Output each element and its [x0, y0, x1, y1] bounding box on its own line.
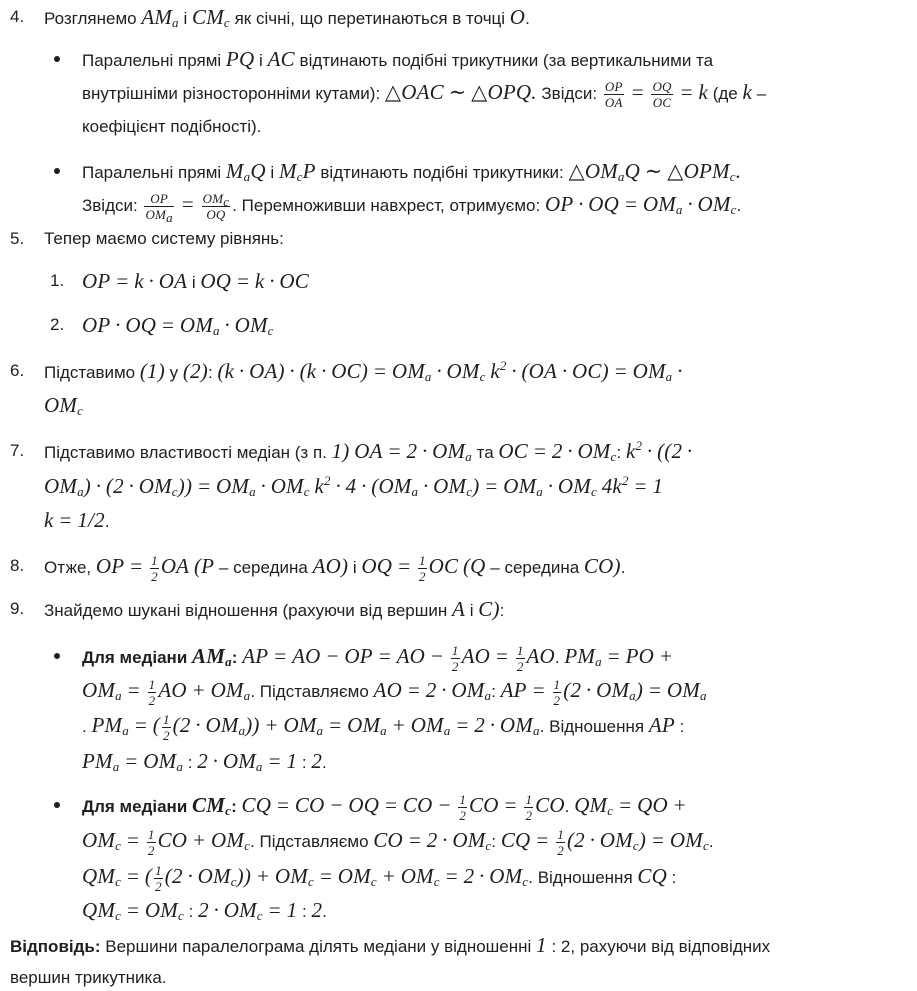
item5-text: Тепер маємо систему рівнянь: [44, 229, 284, 248]
item4-bullet2-line1: Паралельні прямі $M_aQ$ і $M_cP$ відтинають подібні трикутники: $\triangle OM_aQ$ ∼ $\triangle OPM_c$. [82, 159, 742, 184]
system-eq1-number: 1. [50, 271, 65, 290]
item6-number: 6. [10, 361, 25, 380]
item5-number: 5. [10, 229, 25, 248]
median-a-line4: $PM_a = OM_a$ : $2 \cdot OM_a = 1$ : 2. [82, 749, 327, 774]
item4-intro: Розглянемо $AM_a$ і $CM_c$ як січні, що перетинаються в точці O. [44, 5, 530, 30]
bullet-dot [54, 56, 60, 62]
item7-line3: k = 1/2. [44, 508, 110, 532]
item7-line1: Підставимо властивості медіан (з п. 1) OA = $2 \cdot OM_a$ та OC = $2 \cdot OM_c$: $k^2 \cdot ((2$ · [44, 438, 693, 464]
system-eq1: OP = k · OA і OQ = k · OC [82, 269, 309, 293]
item6-line2: $OM_c$ [44, 393, 84, 418]
item4-bullet1-line3: коефіцієнт подібності). [82, 117, 262, 136]
item4-number: 4. [10, 7, 25, 26]
answer-line1: Відповідь: Вершини паралелограма ділять медіани у відношенні 1 : 2, рахуючи від відповідних [10, 933, 771, 957]
item8-line1: Отже, OP = $\frac{1}{2}$ OA (P – середина AO) і OQ = $\frac{1}{2}$ OC (Q – середина CO). [44, 552, 626, 584]
median-a-line1: Для медіани $AM_a$: AP = AO − OP = AO − $\frac{1}{2}$ AO = $\frac{1}{2}$ AO. $PM_a$ = PO + [82, 642, 674, 674]
median-c-line1: Для медіани $CM_c$: CQ = CO − OQ = CO − $\frac{1}{2}$ CO = $\frac{1}{2}$ CO. $QM_c$ = QO + [82, 791, 687, 823]
item4-bullet1-line1: Паралельні прямі PQ і AC відтинають подібні трикутники (за вертикальними та [82, 47, 714, 71]
bullet-dot [54, 168, 60, 174]
answer-line2: вершин трикутника. [10, 968, 167, 987]
item4-bullet1-line2: внутрішніми різносторонніми кутами): △OAC ∼ △OPQ. Звідси: $\frac{OP}{OA}$ = $\frac{OQ}{OC}$ = k (де k – [82, 78, 767, 110]
median-a-line2: $OM_a$ = $\frac{1}{2}$ AO + $OM_a$. Підставляємо AO = $2 \cdot OM_a$: AP = $\frac{1}{2}$ $(2 \cdot OM_a) = OM_a$ [82, 676, 707, 708]
median-a-line3: . $PM_a$ = ( $\frac{1}{2}$ $(2 \cdot OM_a)) + OM_a = OM_a + OM_a = 2 \cdot OM_a$. Відношення AP : [82, 711, 685, 743]
item7-number: 7. [10, 441, 25, 460]
bullet-dot [54, 802, 60, 808]
item9-line1: Знайдемо шукані відношення (рахуючи від вершин A і C): [44, 597, 505, 621]
item4-bullet2-line2: Звідси: $\frac{OP}{OM_a}$ = $\frac{OM_c}{OQ}$ . Перемноживши навхрест, отримуємо: OP · OQ = $OM_a \cdot OM_c$. [82, 190, 742, 225]
median-c-line3: $QM_c$ = ( $\frac{1}{2}$ $(2 \cdot OM_c)) + OM_c = OM_c + OM_c = 2 \cdot OM_c$. Відношення CQ : [82, 862, 677, 894]
item9-number: 9. [10, 599, 25, 618]
median-c-line2: $OM_c$ = $\frac{1}{2}$ CO + $OM_c$. Підставляємо CO = $2 \cdot OM_c$: CQ = $\frac{1}{2}$ $(2 \cdot OM_c) = OM_c$. [82, 826, 714, 858]
system-eq2-number: 2. [50, 315, 65, 334]
median-c-line4: $QM_c = OM_c$ : $2 \cdot OM_c = 1$ : 2. [82, 898, 327, 923]
item7-line2: $OM_a) \cdot (2 \cdot OM_c)) = OM_a \cdot OM_c$ $k^2 \cdot 4 \cdot (OM_a \cdot OM_c) = OM_a \cdot OM_c$ $4k^2 = 1$ [44, 473, 664, 499]
item8-number: 8. [10, 556, 25, 575]
system-eq2: OP · OQ = $OM_a \cdot OM_c$ [82, 313, 274, 338]
item6-line1: Підставимо (1) у (2): $(k \cdot OA) \cdot (k \cdot OC) = OM_a \cdot OM_c$ $k^2 \cdot (OA \cdot OC) = OM_a$ · [44, 358, 683, 384]
bullet-dot [54, 653, 60, 659]
